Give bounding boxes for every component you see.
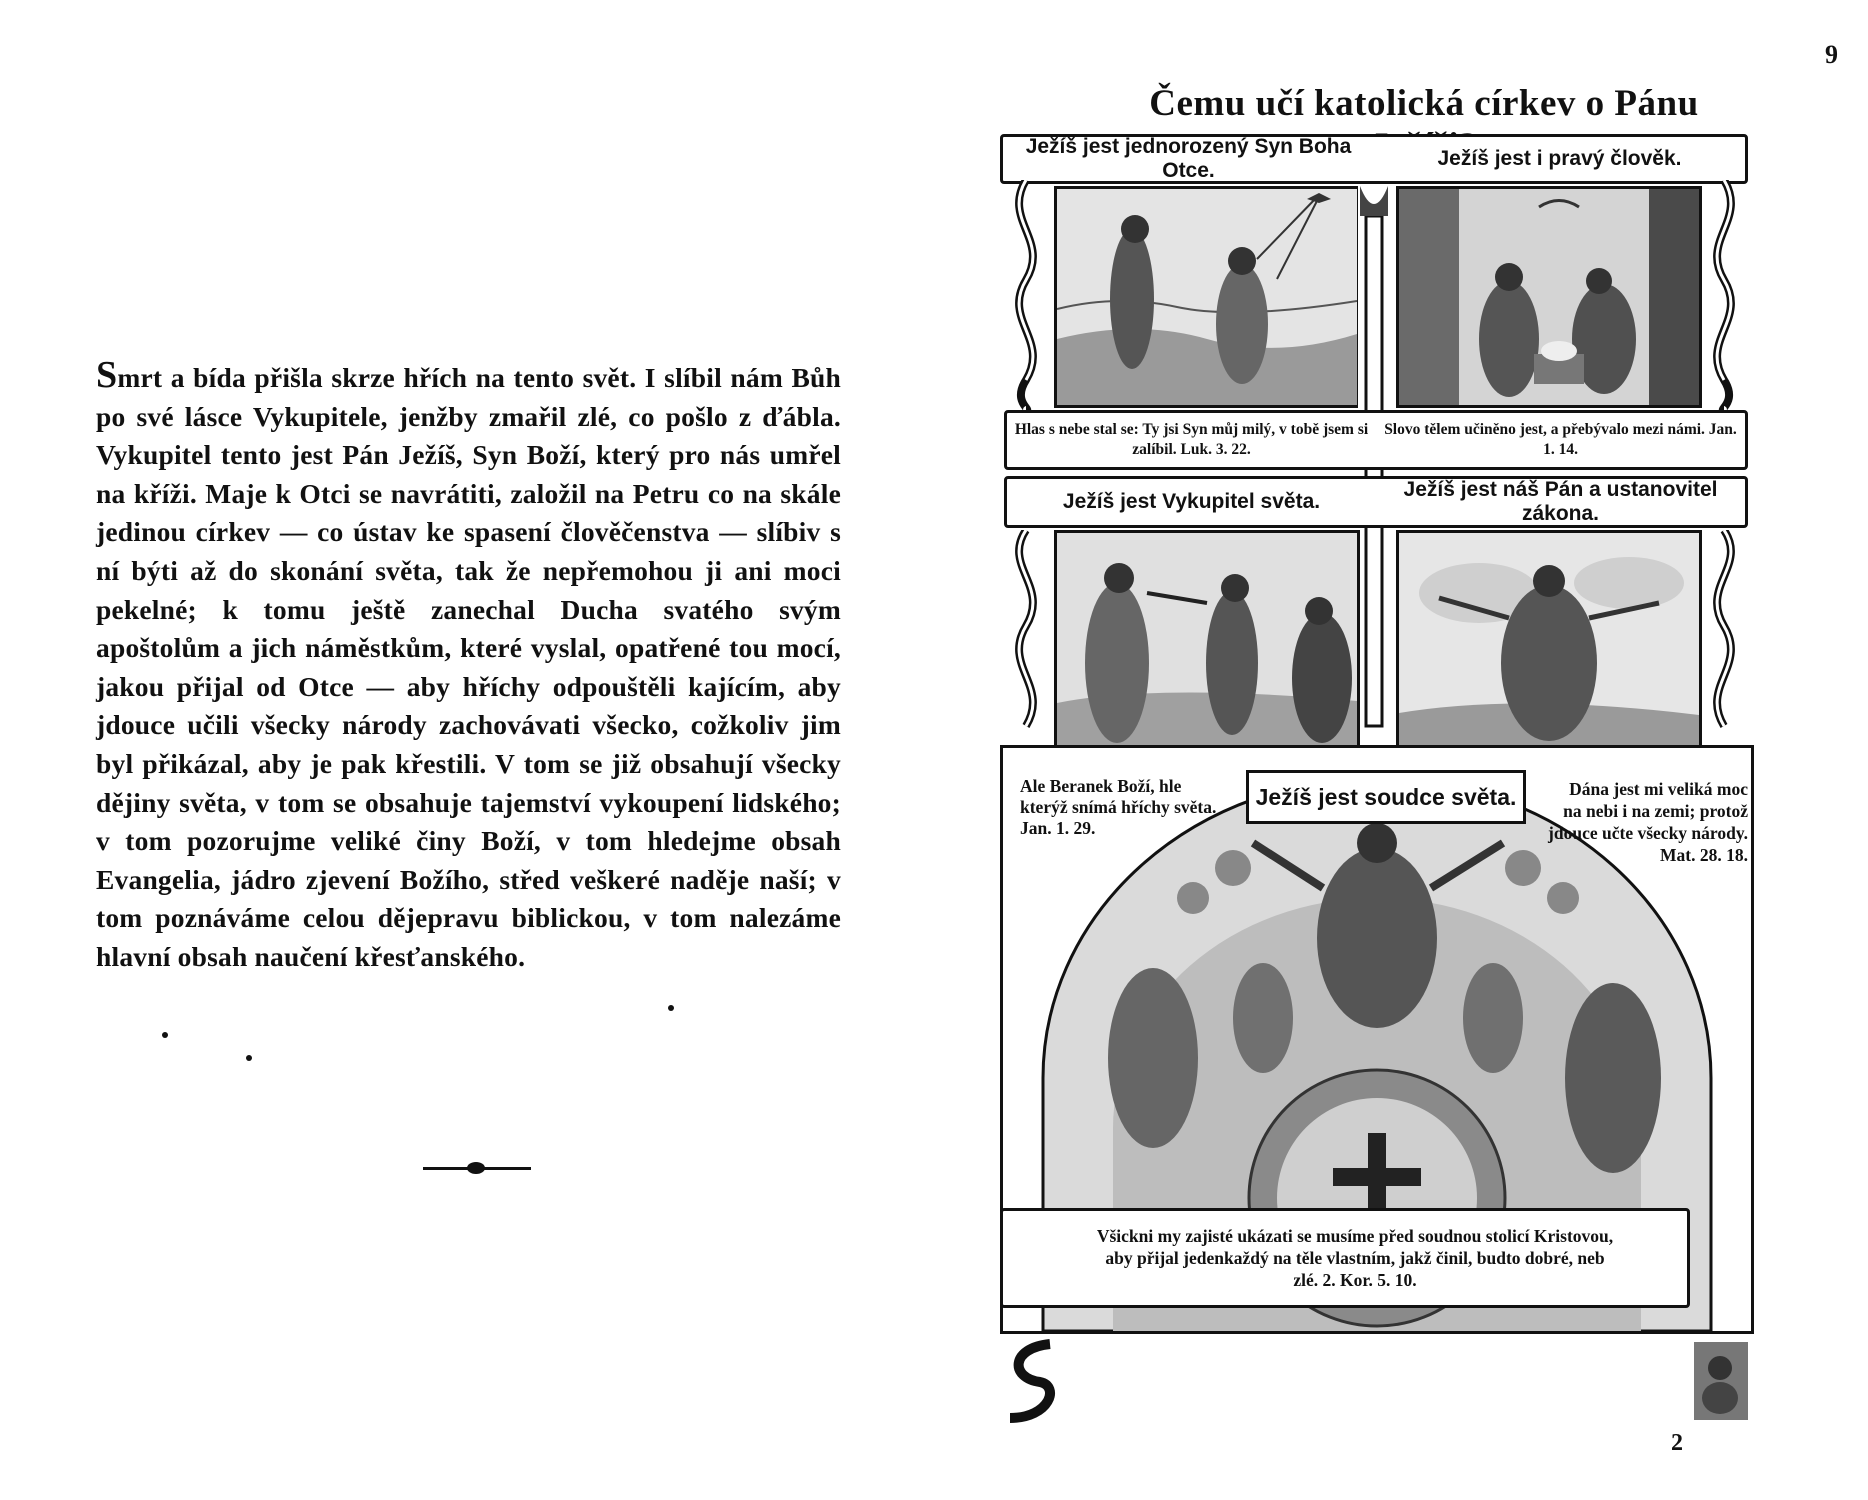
row1-banner-right: Ježíš jest i pravý člověk. xyxy=(1437,147,1682,170)
ink-speck xyxy=(668,1005,674,1011)
judgment-quote-right: Dána jest mi veliká moc na nebi i na zemi; protož jdouce učte všecky národy. Mat. 28. 18. xyxy=(1548,779,1748,865)
right-page xyxy=(934,0,1868,1500)
row2-banner-right: Ježíš jest náš Pán a ustanovitel zákona. xyxy=(1403,478,1718,525)
paragraph-text: mrt a bída přišla skrze hřích na tento svět. I slíbil nám Bůh po své lásce Vykupitele, jenžby zmařil zlé, co pošlo z ďábla. Vykupitel tento jest Pán Ježíš, Syn Boží, který pro nás umřel na kříži. Maje k Otci se navrátiti, založil na Petru co na skále jedinou církev — co ústav ke spasení člověčenstva — slíbiv s ní býti až do skonání světa, tak že nepřemohou ji ani moci pekelné; k tomu ještě zanechal Ducha svatého svým apoštolům a jich náměstkům, které vyslal, opatřené tou mocí, jakou přijal od Otce — aby hříchy odpouštěli kajícím, aby jdouce učili všecky národy zachovávati všecko, cožkoliv jim byl přikázal, aby je pak křestili. V tom se již obsahují všecky dějiny světa, v tom se obsahuje tajemství vykoupení lidského; v tom pozorujme veliké činy Boží, v tom hledejme obsah Evangelia, jádro zjevení Božího, střed veškeré naděje naší; v tom poznáváme celou dějepravu biblickou, v tom nalezáme hlavní obsah naučení křesťanského. xyxy=(96,362,841,972)
body-paragraph xyxy=(96,356,841,977)
bottom-quote: Všickni my zajisté ukázati se musíme před soudnou stolicí Kristovou, aby přijal jedenkaždý na těle vlastním, jakž činil, budto dobré, neb zlé. 2. Kor. 5. 10. xyxy=(1096,1226,1614,1290)
nativity-panel xyxy=(1396,186,1702,408)
lamb-of-god-illustration-icon xyxy=(1057,533,1357,745)
sermon-illustration-icon xyxy=(1399,533,1699,745)
nativity-illustration-icon xyxy=(1399,189,1699,405)
right-scroll-ornament xyxy=(1700,180,1748,410)
divider-ornament-knot xyxy=(467,1162,485,1174)
lamb-of-god-panel xyxy=(1054,530,1360,748)
sermon-panel xyxy=(1396,530,1702,748)
drop-cap: S xyxy=(96,354,118,396)
ink-speck xyxy=(246,1055,252,1061)
corner-ornament-icon xyxy=(1000,1338,1060,1424)
row2-banner xyxy=(1004,476,1748,528)
left-scroll-ornament xyxy=(1002,180,1050,410)
row1-caption-right: Slovo tělem učiněno jest, a přebývalo mezi námi. Jan. 1. 14. xyxy=(1384,421,1737,458)
scroll-icon xyxy=(1002,180,1050,410)
baptism-illustration-icon xyxy=(1057,189,1357,405)
page-heading: Čemu učí katolická církev o Pánu xyxy=(1149,83,1699,124)
ink-speck xyxy=(162,1032,168,1038)
corner-ornament-icon xyxy=(1690,1338,1752,1424)
baptism-panel xyxy=(1054,186,1360,408)
signature-mark: 2 xyxy=(1671,1430,1683,1456)
row1-banner-left: Ježíš jest jednorozený Syn Boha Otce. xyxy=(1025,135,1352,182)
scroll-icon xyxy=(1700,530,1748,740)
judgment-quote-left: Ale Beranek Boží, hle kterýž snímá hříchy světa. Jan. 1. 29. xyxy=(1020,776,1217,838)
row2-banner-left: Ježíš jest Vykupitel světa. xyxy=(1062,490,1321,513)
scroll-icon xyxy=(1700,180,1748,410)
right-corner-ornament xyxy=(1690,1338,1752,1424)
right-scroll-ornament-2 xyxy=(1700,530,1748,740)
left-corner-ornament xyxy=(1000,1338,1060,1424)
page-number: 9 xyxy=(1825,40,1838,69)
row1-caption-left: Hlas s nebe stal se: Ty jsi Syn můj milý, v tobě jsem si zalíbil. Luk. 3. 22. xyxy=(1014,421,1369,458)
row1-banner xyxy=(1000,134,1748,184)
judgment-title: Ježíš jest soudce světa. xyxy=(1246,770,1526,824)
row1-caption-box xyxy=(1004,410,1748,470)
left-scroll-ornament-2 xyxy=(1002,530,1050,740)
scroll-icon xyxy=(1002,530,1050,740)
bottom-quote-box xyxy=(1000,1208,1690,1308)
